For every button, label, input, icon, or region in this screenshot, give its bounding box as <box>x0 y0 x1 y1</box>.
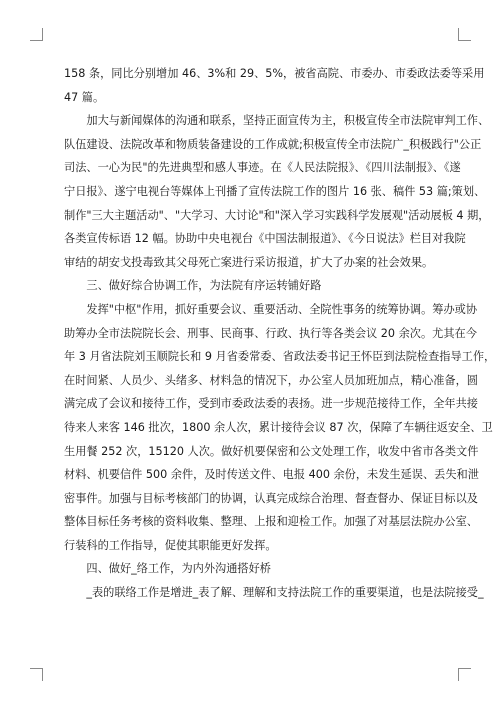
text-line: 司法、一心为民"的先进典型和感人事迹。在《人民法院报》、《四川法制报》、《遂 <box>64 161 461 175</box>
text-line: 各类宣传标语 12 幅。协助中央电视台《中国法制报道》、《今日说法》栏目对我院 <box>64 232 466 246</box>
text-line: 158 条，同比分别增加 46、3%和 29、5%，被省高院、市委办、市委政法委等采用 <box>64 67 485 80</box>
text-line: 在时间紧、人员少、头绪多、材料急的情况下，办公室人员加班加点，精心准备，圆 <box>64 373 478 387</box>
text-line: _表的联络工作是增进_表了解、理解和支持法院工作的重要渠道，也是法院接受_ <box>64 586 484 600</box>
crop-mark-top-right <box>458 28 471 41</box>
text-line: 待来人来客 146 批次，1800 余人次，累计接待会议 87 次，保障了车辆往返安全、卫 <box>64 420 493 434</box>
text-line: 加大与新闻媒体的沟通和联系，坚持正面宣传为主，积极宣传全市法院审判工作、 <box>64 114 490 128</box>
text-line: 生用餐 252 次，15120 人次。做好机要保密和公文处理工作，收发中省市各类文件 <box>64 444 479 458</box>
text-line: 宁日报》、遂宁电视台等媒体上刊播了宣传法院工作的图片 16 张、稿件 53 篇;策划、 <box>64 184 486 198</box>
section-heading: 三、做好综合协调工作，为法院有序运转铺好路 <box>64 279 322 293</box>
text-line: 助筹办全市法院院长会、刑事、民商事、行政、执行等各类会议 20 余次。尤其在今 <box>64 326 477 340</box>
text-line: 发挥"中枢"作用，抓好重要会议、重要活动、全院性事务的统筹协调。筹办或协 <box>64 302 478 316</box>
text-line: 密事件。加强与目标考核部门的协调，认真完成综合治理、督查督办、保证目标以及 <box>64 491 478 505</box>
text-line: 47 篇。 <box>64 90 105 104</box>
section-heading: 四、做好_络工作，为内外沟通搭好桥 <box>64 562 271 576</box>
text-line: 整体目标任务考核的资料收集、整理、上报和迎检工作。加强了对基层法院办公室、 <box>64 515 478 529</box>
crop-mark-bottom-left <box>30 668 43 681</box>
document-body <box>64 62 496 605</box>
text-line: 审结的胡安戈投毒致其父母死亡案进行采访报道，扩大了办案的社会效果。 <box>64 255 434 269</box>
text-line: 行装科的工作指导，促使其职能更好发挥。 <box>64 538 277 552</box>
crop-mark-bottom-right <box>458 668 471 681</box>
text-line: 年 3 月省法院刘玉顺院长和 9 月省委常委、省政法委书记王怀臣到法院检查指导工作， <box>64 350 496 364</box>
crop-mark-top-left <box>30 28 43 41</box>
text-line: 制作"三大主题活动"、"大学习、大讨论"和"深入学习实践科学发展观"活动展板 4 期， <box>64 208 490 222</box>
text-line: 材料、机要信件 500 余件，及时传送文件、电报 400 余份，未发生延误、丢失和泄 <box>64 468 479 482</box>
text-line: 队伍建设、法院改革和物质装备建设的工作成就;积极宣传全市法院广_积极践行"公正 <box>64 137 482 151</box>
text-line: 满完成了会议和接待工作，受到市委政法委的表扬。进一步规范接待工作，全年共接 <box>64 397 478 411</box>
